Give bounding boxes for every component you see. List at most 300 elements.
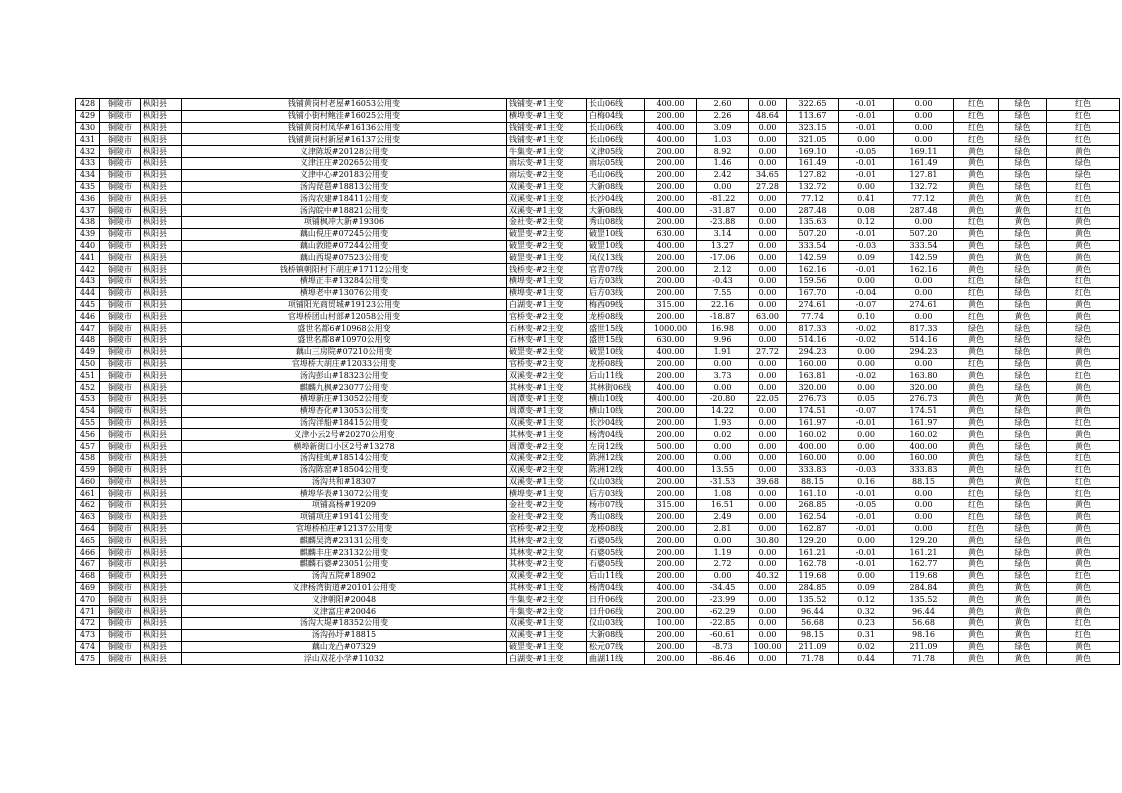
status-3-cell: 黄色 — [1047, 547, 1120, 559]
value-4-cell: -0.01 — [839, 523, 894, 535]
value-5-cell: 0.00 — [894, 488, 954, 500]
value-4-cell: -0.01 — [839, 511, 894, 523]
status-1-cell: 黄色 — [954, 606, 999, 618]
status-3-cell: 黄色 — [1047, 441, 1120, 453]
feeder-line-cell: 仪山03线 — [587, 618, 645, 630]
value-2-cell: 0.00 — [749, 488, 787, 500]
status-3-cell: 红色 — [1047, 134, 1120, 146]
feeder-line-cell: 长山06线 — [587, 99, 645, 111]
substation-cell: 破罡变-#1主变 — [507, 252, 587, 264]
county-cell: 枞阳县 — [141, 169, 182, 181]
value-3-cell: 322.65 — [787, 99, 839, 111]
feeder-line-cell: 秀山08线 — [587, 216, 645, 228]
substation-cell: 其林变-#1主变 — [507, 582, 587, 594]
feeder-line-cell: 后山11线 — [587, 370, 645, 382]
value-4-cell: -0.01 — [839, 228, 894, 240]
substation-cell: 雨坛变-#2主变 — [507, 169, 587, 181]
row-number: 446 — [76, 311, 100, 323]
value-4-cell: -0.03 — [839, 240, 894, 252]
city-cell: 铜陵市 — [100, 134, 141, 146]
value-1-cell: -60.61 — [697, 629, 749, 641]
value-4-cell: -0.01 — [839, 417, 894, 429]
status-1-cell: 黄色 — [954, 240, 999, 252]
county-cell: 枞阳县 — [141, 228, 182, 240]
value-5-cell: 0.00 — [894, 216, 954, 228]
status-3-cell: 绿色 — [1047, 169, 1120, 181]
value-1-cell: -20.80 — [697, 393, 749, 405]
table-row — [76, 334, 1120, 346]
feeder-line-cell: 杨湾04线 — [587, 429, 645, 441]
county-cell: 枞阳县 — [141, 535, 182, 547]
county-cell: 枞阳县 — [141, 181, 182, 193]
city-cell: 铜陵市 — [100, 181, 141, 193]
city-cell: 铜陵市 — [100, 535, 141, 547]
status-1-cell: 黄色 — [954, 205, 999, 217]
substation-cell: 双溪变-#1主变 — [507, 417, 587, 429]
value-2-cell: 0.00 — [749, 382, 787, 394]
value-2-cell: 0.00 — [749, 358, 787, 370]
row-number: 461 — [76, 488, 100, 500]
feeder-line-cell: 大新08线 — [587, 205, 645, 217]
city-cell: 铜陵市 — [100, 122, 141, 134]
value-3-cell: 211.09 — [787, 641, 839, 653]
value-2-cell: 0.00 — [749, 323, 787, 335]
value-4-cell: -0.03 — [839, 464, 894, 476]
status-1-cell: 红色 — [954, 134, 999, 146]
value-5-cell: 56.68 — [894, 618, 954, 630]
status-2-cell: 绿色 — [999, 641, 1047, 653]
value-5-cell: 161.49 — [894, 157, 954, 169]
value-5-cell: 160.02 — [894, 429, 954, 441]
county-cell: 枞阳县 — [141, 464, 182, 476]
capacity-cell: 200.00 — [645, 216, 697, 228]
status-2-cell: 黄色 — [999, 311, 1047, 323]
status-1-cell: 黄色 — [954, 169, 999, 181]
table-row — [76, 570, 1120, 582]
city-cell: 铜陵市 — [100, 429, 141, 441]
capacity-cell: 200.00 — [645, 275, 697, 287]
county-cell: 枞阳县 — [141, 488, 182, 500]
capacity-cell: 200.00 — [645, 181, 697, 193]
row-number: 457 — [76, 441, 100, 453]
value-3-cell: 113.67 — [787, 110, 839, 122]
row-number: 451 — [76, 370, 100, 382]
status-2-cell: 黄色 — [999, 393, 1047, 405]
row-number: 450 — [76, 358, 100, 370]
table-row — [76, 134, 1120, 146]
value-5-cell: 817.33 — [894, 323, 954, 335]
value-5-cell: 169.11 — [894, 146, 954, 158]
table-row — [76, 547, 1120, 559]
row-number: 442 — [76, 264, 100, 276]
value-2-cell: 0.00 — [749, 205, 787, 217]
value-3-cell: 321.05 — [787, 134, 839, 146]
row-number: 452 — [76, 382, 100, 394]
transformer-name-cell: 藕山西堤#07523公用变 — [182, 252, 507, 264]
city-cell: 铜陵市 — [100, 582, 141, 594]
county-cell: 枞阳县 — [141, 110, 182, 122]
value-2-cell: 63.00 — [749, 311, 787, 323]
value-3-cell: 817.33 — [787, 323, 839, 335]
transformer-name-cell: 项铺阳光商贸城#19123公用变 — [182, 299, 507, 311]
substation-cell: 金社变-#2主变 — [507, 500, 587, 512]
value-1-cell: 1.03 — [697, 134, 749, 146]
transformer-name-cell: 官埠桥大胡庄#12033公用变 — [182, 358, 507, 370]
value-3-cell: 162.16 — [787, 264, 839, 276]
county-cell: 枞阳县 — [141, 287, 182, 299]
status-2-cell: 黄色 — [999, 629, 1047, 641]
city-cell: 铜陵市 — [100, 476, 141, 488]
status-2-cell: 绿色 — [999, 181, 1047, 193]
city-cell: 铜陵市 — [100, 323, 141, 335]
status-2-cell: 绿色 — [999, 559, 1047, 571]
county-cell: 枞阳县 — [141, 252, 182, 264]
value-4-cell: 0.32 — [839, 606, 894, 618]
substation-cell: 破罡变-#1主变 — [507, 641, 587, 653]
table-row — [76, 193, 1120, 205]
city-cell: 铜陵市 — [100, 629, 141, 641]
capacity-cell: 400.00 — [645, 393, 697, 405]
status-1-cell: 红色 — [954, 311, 999, 323]
value-3-cell: 132.72 — [787, 181, 839, 193]
capacity-cell: 200.00 — [645, 370, 697, 382]
value-3-cell: 160.00 — [787, 452, 839, 464]
feeder-line-cell: 左岗12线 — [587, 441, 645, 453]
capacity-cell: 200.00 — [645, 488, 697, 500]
row-number: 436 — [76, 193, 100, 205]
county-cell: 枞阳县 — [141, 547, 182, 559]
value-5-cell: 174.51 — [894, 405, 954, 417]
feeder-line-cell: 龙桥08线 — [587, 358, 645, 370]
value-4-cell: 0.00 — [839, 429, 894, 441]
status-1-cell: 黄色 — [954, 476, 999, 488]
substation-cell: 白湖变-#1主变 — [507, 299, 587, 311]
transformer-name-cell: 义津陈坂#20128公用变 — [182, 146, 507, 158]
row-number: 439 — [76, 228, 100, 240]
status-2-cell: 绿色 — [999, 405, 1047, 417]
capacity-cell: 200.00 — [645, 157, 697, 169]
feeder-line-cell: 后方03线 — [587, 275, 645, 287]
status-2-cell: 绿色 — [999, 570, 1047, 582]
capacity-cell: 200.00 — [645, 169, 697, 181]
status-3-cell: 绿色 — [1047, 334, 1120, 346]
value-4-cell: -0.01 — [839, 547, 894, 559]
feeder-line-cell: 日升06线 — [587, 606, 645, 618]
status-2-cell: 黄色 — [999, 653, 1047, 665]
value-3-cell: 135.52 — [787, 594, 839, 606]
county-cell: 枞阳县 — [141, 393, 182, 405]
transformer-name-cell: 藕山敦睦#07244公用变 — [182, 240, 507, 252]
value-1-cell: 16.51 — [697, 500, 749, 512]
city-cell: 铜陵市 — [100, 653, 141, 665]
value-5-cell: 0.00 — [894, 358, 954, 370]
status-2-cell: 绿色 — [999, 511, 1047, 523]
capacity-cell: 500.00 — [645, 441, 697, 453]
value-5-cell: 514.16 — [894, 334, 954, 346]
feeder-line-cell: 凤仪13线 — [587, 252, 645, 264]
substation-cell: 双溪变-#1主变 — [507, 618, 587, 630]
county-cell: 枞阳县 — [141, 429, 182, 441]
value-2-cell: 0.00 — [749, 370, 787, 382]
value-5-cell: 142.59 — [894, 252, 954, 264]
status-2-cell: 绿色 — [999, 464, 1047, 476]
value-4-cell: 0.00 — [839, 452, 894, 464]
city-cell: 铜陵市 — [100, 346, 141, 358]
value-4-cell: -0.05 — [839, 500, 894, 512]
status-3-cell: 红色 — [1047, 629, 1120, 641]
transformer-name-cell: 汤沟琵琶#18813公用变 — [182, 181, 507, 193]
status-1-cell: 黄色 — [954, 264, 999, 276]
value-1-cell: 8.92 — [697, 146, 749, 158]
table-row — [76, 181, 1120, 193]
city-cell: 铜陵市 — [100, 559, 141, 571]
feeder-line-cell: 横山10线 — [587, 405, 645, 417]
city-cell: 铜陵市 — [100, 441, 141, 453]
row-number: 433 — [76, 157, 100, 169]
county-cell: 枞阳县 — [141, 500, 182, 512]
value-2-cell: 0.00 — [749, 429, 787, 441]
capacity-cell: 400.00 — [645, 205, 697, 217]
value-3-cell: 163.81 — [787, 370, 839, 382]
table-row — [76, 110, 1120, 122]
county-cell: 枞阳县 — [141, 146, 182, 158]
value-5-cell: 211.09 — [894, 641, 954, 653]
feeder-line-cell: 官青07线 — [587, 264, 645, 276]
value-4-cell: -0.05 — [839, 146, 894, 158]
status-2-cell: 黄色 — [999, 594, 1047, 606]
row-number: 429 — [76, 110, 100, 122]
value-1-cell: 1.93 — [697, 417, 749, 429]
status-3-cell: 黄色 — [1047, 523, 1120, 535]
county-cell: 枞阳县 — [141, 311, 182, 323]
value-2-cell: 0.00 — [749, 193, 787, 205]
feeder-line-cell: 石婆05线 — [587, 559, 645, 571]
value-3-cell: 323.15 — [787, 122, 839, 134]
status-1-cell: 黄色 — [954, 559, 999, 571]
capacity-cell: 200.00 — [645, 417, 697, 429]
value-1-cell: 13.27 — [697, 240, 749, 252]
value-1-cell: 0.00 — [697, 441, 749, 453]
substation-cell: 横埠变-#1主变 — [507, 488, 587, 500]
value-3-cell: 294.23 — [787, 346, 839, 358]
table-row — [76, 417, 1120, 429]
city-cell: 铜陵市 — [100, 618, 141, 630]
transformer-name-cell: 横埠新庄#13052公用变 — [182, 393, 507, 405]
status-2-cell: 绿色 — [999, 441, 1047, 453]
county-cell: 枞阳县 — [141, 641, 182, 653]
capacity-cell: 1000.00 — [645, 323, 697, 335]
status-3-cell: 黄色 — [1047, 582, 1120, 594]
substation-cell: 横埠变-#1主变 — [507, 287, 587, 299]
status-3-cell: 红色 — [1047, 122, 1120, 134]
status-1-cell: 红色 — [954, 287, 999, 299]
value-5-cell: 0.00 — [894, 99, 954, 111]
status-1-cell: 黄色 — [954, 417, 999, 429]
city-cell: 铜陵市 — [100, 417, 141, 429]
substation-cell: 官桥变-#2主变 — [507, 311, 587, 323]
value-5-cell: 98.16 — [894, 629, 954, 641]
status-3-cell: 黄色 — [1047, 240, 1120, 252]
substation-cell: 双溪变-#1主变 — [507, 181, 587, 193]
value-2-cell: 0.00 — [749, 523, 787, 535]
row-number: 453 — [76, 393, 100, 405]
feeder-line-cell: 其林街06线 — [587, 382, 645, 394]
capacity-cell: 100.00 — [645, 618, 697, 630]
value-3-cell: 160.02 — [787, 429, 839, 441]
city-cell: 铜陵市 — [100, 594, 141, 606]
feeder-line-cell: 横山10线 — [587, 393, 645, 405]
value-4-cell: -0.02 — [839, 334, 894, 346]
value-3-cell: 274.61 — [787, 299, 839, 311]
value-2-cell: 0.00 — [749, 464, 787, 476]
status-1-cell: 红色 — [954, 488, 999, 500]
status-1-cell: 黄色 — [954, 653, 999, 665]
status-1-cell: 红色 — [954, 523, 999, 535]
county-cell: 枞阳县 — [141, 205, 182, 217]
row-number: 445 — [76, 299, 100, 311]
row-number: 462 — [76, 500, 100, 512]
value-3-cell: 287.48 — [787, 205, 839, 217]
substation-cell: 钱铺变-#1主变 — [507, 134, 587, 146]
value-4-cell: 0.16 — [839, 476, 894, 488]
row-number: 463 — [76, 511, 100, 523]
value-1-cell: 14.22 — [697, 405, 749, 417]
value-5-cell: 161.21 — [894, 547, 954, 559]
status-1-cell: 红色 — [954, 216, 999, 228]
status-1-cell: 红色 — [954, 500, 999, 512]
city-cell: 铜陵市 — [100, 193, 141, 205]
value-1-cell: -31.53 — [697, 476, 749, 488]
capacity-cell: 200.00 — [645, 452, 697, 464]
value-4-cell: 0.09 — [839, 252, 894, 264]
feeder-line-cell: 秀山08线 — [587, 511, 645, 523]
status-1-cell: 红色 — [954, 275, 999, 287]
value-3-cell: 129.20 — [787, 535, 839, 547]
value-5-cell: 400.00 — [894, 441, 954, 453]
value-5-cell: 160.00 — [894, 452, 954, 464]
value-3-cell: 160.00 — [787, 358, 839, 370]
substation-cell: 周潭变-#1主变 — [507, 393, 587, 405]
county-cell: 枞阳县 — [141, 441, 182, 453]
value-2-cell: 0.00 — [749, 618, 787, 630]
capacity-cell: 200.00 — [645, 559, 697, 571]
status-3-cell: 红色 — [1047, 287, 1120, 299]
city-cell: 铜陵市 — [100, 228, 141, 240]
status-1-cell: 红色 — [954, 358, 999, 370]
status-3-cell: 黄色 — [1047, 311, 1120, 323]
row-number: 473 — [76, 629, 100, 641]
transformer-name-cell: 藕山三房院#07210公用变 — [182, 346, 507, 358]
transformer-name-cell: 汤沟陈窑#18504公用变 — [182, 464, 507, 476]
value-5-cell: 0.00 — [894, 287, 954, 299]
county-cell: 枞阳县 — [141, 618, 182, 630]
value-2-cell: 34.65 — [749, 169, 787, 181]
status-3-cell: 红色 — [1047, 488, 1120, 500]
status-3-cell: 黄色 — [1047, 405, 1120, 417]
substation-cell: 双溪变-#1主变 — [507, 205, 587, 217]
row-number: 464 — [76, 523, 100, 535]
status-1-cell: 黄色 — [954, 547, 999, 559]
value-2-cell: 0.00 — [749, 122, 787, 134]
table-row — [76, 370, 1120, 382]
status-3-cell: 黄色 — [1047, 346, 1120, 358]
value-4-cell: 0.12 — [839, 216, 894, 228]
county-cell: 枞阳县 — [141, 452, 182, 464]
value-3-cell: 162.54 — [787, 511, 839, 523]
feeder-line-cell: 后方03线 — [587, 488, 645, 500]
transformer-name-cell: 浮山双花小学#11032 — [182, 653, 507, 665]
status-1-cell: 黄色 — [954, 346, 999, 358]
county-cell: 枞阳县 — [141, 334, 182, 346]
value-4-cell: 0.00 — [839, 535, 894, 547]
value-4-cell: -0.01 — [839, 110, 894, 122]
table-row — [76, 606, 1120, 618]
status-3-cell: 红色 — [1047, 181, 1120, 193]
status-3-cell: 红色 — [1047, 110, 1120, 122]
value-1-cell: -0.43 — [697, 275, 749, 287]
status-1-cell: 红色 — [954, 99, 999, 111]
row-number: 470 — [76, 594, 100, 606]
value-3-cell: 77.74 — [787, 311, 839, 323]
capacity-cell: 200.00 — [645, 358, 697, 370]
value-2-cell: 0.00 — [749, 441, 787, 453]
city-cell: 铜陵市 — [100, 393, 141, 405]
table-row — [76, 346, 1120, 358]
county-cell: 枞阳县 — [141, 99, 182, 111]
feeder-line-cell: 杨市07线 — [587, 500, 645, 512]
value-2-cell: 0.00 — [749, 228, 787, 240]
county-cell: 枞阳县 — [141, 346, 182, 358]
row-number: 469 — [76, 582, 100, 594]
value-1-cell: 1.19 — [697, 547, 749, 559]
status-2-cell: 绿色 — [999, 169, 1047, 181]
feeder-line-cell: 破罡10线 — [587, 228, 645, 240]
city-cell: 铜陵市 — [100, 205, 141, 217]
county-cell: 枞阳县 — [141, 629, 182, 641]
feeder-line-cell: 后方03线 — [587, 287, 645, 299]
value-5-cell: 0.00 — [894, 511, 954, 523]
value-5-cell: 284.84 — [894, 582, 954, 594]
status-3-cell: 黄色 — [1047, 264, 1120, 276]
value-3-cell: 142.59 — [787, 252, 839, 264]
substation-cell: 双溪变-#2主变 — [507, 570, 587, 582]
table-row — [76, 535, 1120, 547]
table-row — [76, 299, 1120, 311]
status-3-cell: 红色 — [1047, 476, 1120, 488]
value-4-cell: 0.41 — [839, 193, 894, 205]
value-2-cell: 30.80 — [749, 535, 787, 547]
status-1-cell: 黄色 — [954, 582, 999, 594]
capacity-cell: 200.00 — [645, 547, 697, 559]
transformer-name-cell: 汤沟五院#18902 — [182, 570, 507, 582]
status-1-cell: 黄色 — [954, 570, 999, 582]
row-number: 444 — [76, 287, 100, 299]
feeder-line-cell: 陈洲12线 — [587, 464, 645, 476]
value-1-cell: 3.14 — [697, 228, 749, 240]
value-5-cell: 77.12 — [894, 193, 954, 205]
value-1-cell: 1.08 — [697, 488, 749, 500]
capacity-cell: 200.00 — [645, 535, 697, 547]
capacity-cell: 200.00 — [645, 511, 697, 523]
value-1-cell: -8.73 — [697, 641, 749, 653]
value-1-cell: 2.26 — [697, 110, 749, 122]
value-4-cell: 0.10 — [839, 311, 894, 323]
value-2-cell: 0.00 — [749, 594, 787, 606]
city-cell: 铜陵市 — [100, 264, 141, 276]
value-3-cell: 77.12 — [787, 193, 839, 205]
table-row — [76, 240, 1120, 252]
status-3-cell: 黄色 — [1047, 146, 1120, 158]
